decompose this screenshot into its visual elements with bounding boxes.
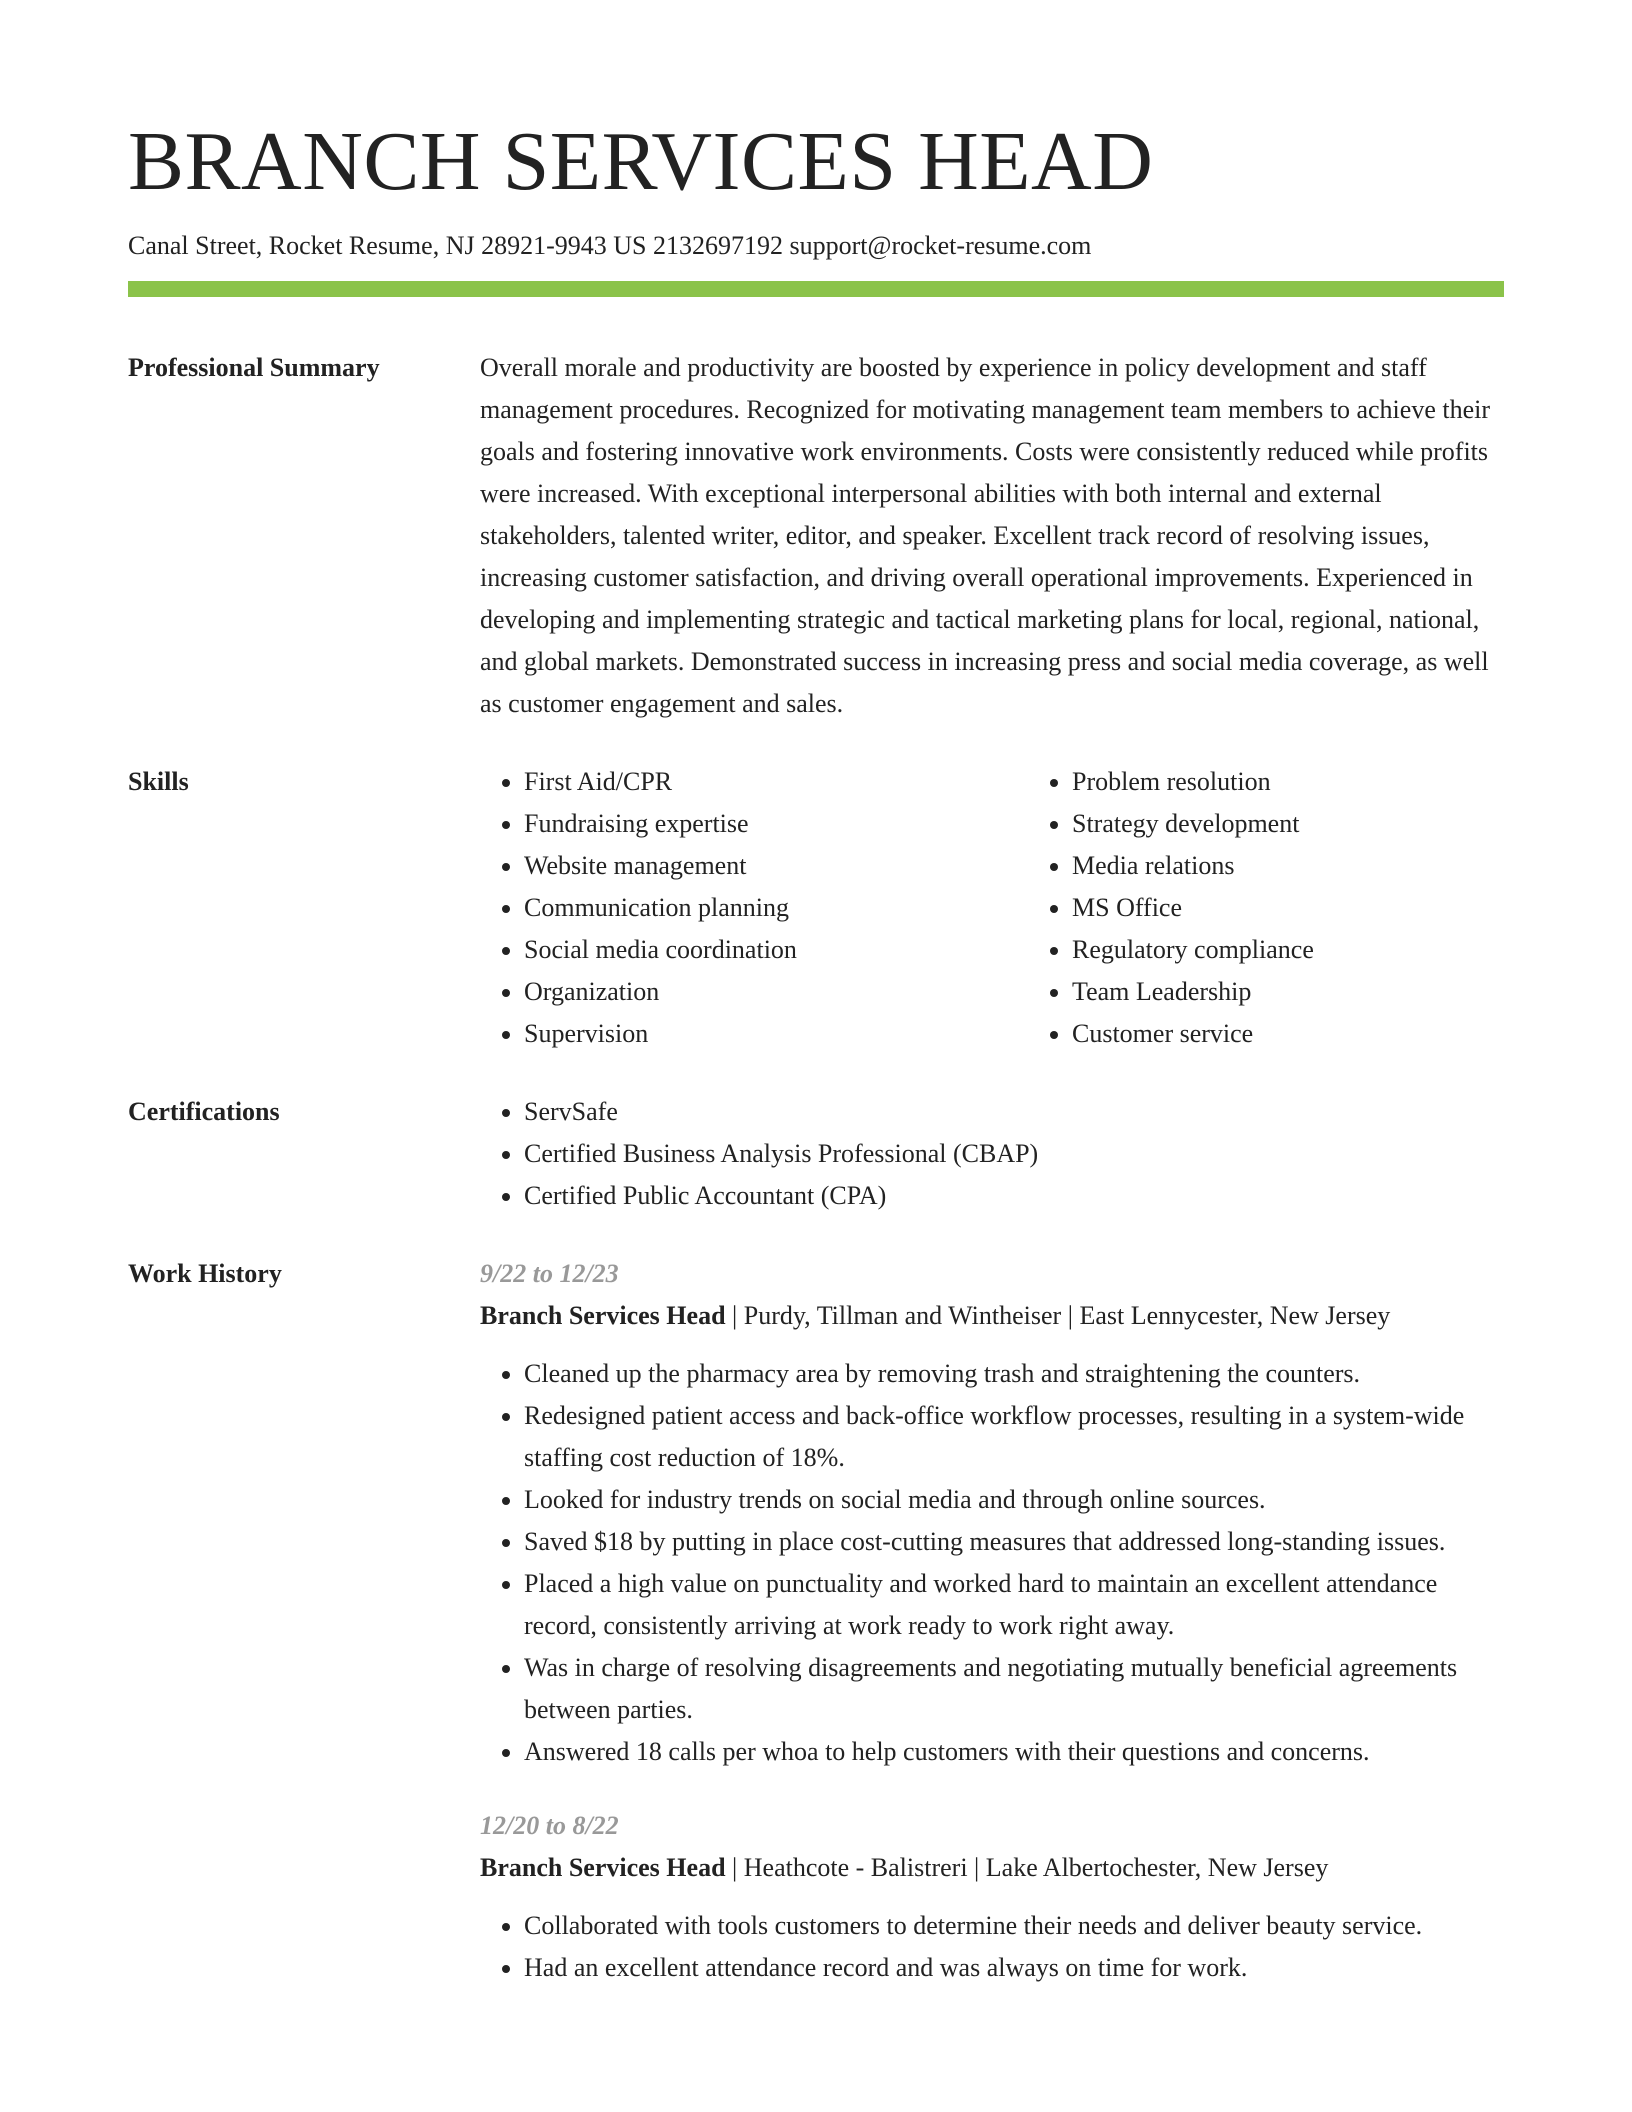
job-separator: | xyxy=(974,1853,986,1883)
contact-line xyxy=(128,230,1504,261)
job-company: Heathcote - Balistreri xyxy=(743,1853,968,1883)
job-bullet: • Saved $18 by putting in place cost-cutting measures that addressed long-standing issues. xyxy=(524,1521,1504,1563)
work-history-heading: Work History xyxy=(128,1259,282,1289)
job-title: Branch Services Head xyxy=(480,1301,726,1331)
certifications-section xyxy=(128,1091,1504,1217)
skills-section xyxy=(128,761,1504,1055)
job-title: Branch Services Head xyxy=(480,1853,726,1883)
skill-item: • Problem resolution xyxy=(1072,761,1576,803)
skill-item: • Media relations xyxy=(1072,845,1576,887)
certifications-body xyxy=(480,1091,1504,1217)
work-history-section xyxy=(128,1253,1504,1989)
contact-email: support@rocket-resume.com xyxy=(789,231,1092,260)
job-header xyxy=(480,1847,1504,1889)
job-separator: | xyxy=(732,1301,744,1331)
skill-item: • Fundraising expertise xyxy=(524,803,1028,845)
resume-page xyxy=(128,115,1504,1989)
job-bullets xyxy=(480,1353,1504,1773)
job-dates: 9/22 to 12/23 xyxy=(480,1259,619,1289)
job-dates: 12/20 to 8/22 xyxy=(480,1811,619,1841)
summary-body xyxy=(480,347,1504,725)
job-entry xyxy=(480,1253,1504,1773)
job-bullet: • Had an excellent attendance record and was always on time for work. xyxy=(524,1947,1504,1989)
skill-item: • Regulatory compliance xyxy=(1072,929,1576,971)
certification-item: • Certified Business Analysis Professional (CBAP) xyxy=(524,1133,1504,1175)
skill-item: • Team Leadership xyxy=(1072,971,1576,1013)
job-entry xyxy=(480,1805,1504,1989)
job-location: East Lennycester, New Jersey xyxy=(1079,1301,1391,1331)
skill-item: • Communication planning xyxy=(524,887,1028,929)
skill-item: • Customer service xyxy=(1072,1013,1576,1055)
header-divider xyxy=(128,281,1504,297)
certifications-list xyxy=(480,1091,1504,1217)
skill-item: • Website management xyxy=(524,845,1028,887)
job-bullet: • Cleaned up the pharmacy area by removing trash and straightening the counters. xyxy=(524,1353,1504,1395)
job-bullets xyxy=(480,1905,1504,1989)
certification-item: • ServSafe xyxy=(524,1091,1504,1133)
summary-section xyxy=(128,347,1504,725)
skills-list-right xyxy=(1028,761,1576,1055)
resume-name: BRANCH SERVICES HEAD xyxy=(128,115,1154,208)
job-bullet: • Answered 18 calls per whoa to help customers with their questions and concerns. xyxy=(524,1731,1504,1773)
job-bullet: • Placed a high value on punctuality and worked hard to maintain an excellent attendance record, consistently arriving at work ready to work right away. xyxy=(524,1563,1504,1647)
contact-phone: 2132697192 xyxy=(653,231,783,260)
skills-list-left xyxy=(480,761,1028,1055)
job-separator: | xyxy=(732,1853,744,1883)
skill-item: • Strategy development xyxy=(1072,803,1576,845)
skill-item: • Supervision xyxy=(524,1013,1028,1055)
skill-item: • Organization xyxy=(524,971,1028,1013)
skills-heading: Skills xyxy=(128,767,189,797)
skills-body xyxy=(480,761,1576,1055)
job-bullet: • Looked for industry trends on social media and through online sources. xyxy=(524,1479,1504,1521)
job-bullet: • Was in charge of resolving disagreements and negotiating mutually beneficial agreements between parties. xyxy=(524,1647,1504,1731)
summary-heading: Professional Summary xyxy=(128,353,380,383)
work-history-body xyxy=(480,1253,1504,1989)
certification-item: • Certified Public Accountant (CPA) xyxy=(524,1175,1504,1217)
skill-item: • First Aid/CPR xyxy=(524,761,1028,803)
summary-text: Overall morale and productivity are boosted by experience in policy development and staff management procedures. Recognized for motivating management team members to achieve their goals and fostering innovative work environments. Costs were consistently reduced while profits were increased. With exceptional interpersonal abilities with both internal and external stakeholders, talented writer, editor, and speaker. Excellent track record of resolving issues, increasing customer satisfaction, and driving overall operational improvements. Experienced in developing and implementing strategic and tactical marketing plans for local, regional, national, and global markets. Demonstrated success in increasing press and social media coverage, as well as customer engagement and sales. xyxy=(480,353,1491,719)
certifications-heading: Certifications xyxy=(128,1097,280,1127)
skill-item: • Social media coordination xyxy=(524,929,1028,971)
job-location: Lake Albertochester, New Jersey xyxy=(985,1853,1329,1883)
job-bullet: • Redesigned patient access and back-office workflow processes, resulting in a system-wide staffing cost reduction of 18%. xyxy=(524,1395,1504,1479)
job-header xyxy=(480,1295,1504,1337)
job-separator: | xyxy=(1067,1301,1080,1331)
job-bullet: • Collaborated with tools customers to determine their needs and deliver beauty service. xyxy=(524,1905,1504,1947)
job-company: Purdy, Tillman and Wintheiser xyxy=(743,1301,1062,1331)
skills-grid xyxy=(480,761,1576,1055)
contact-address: Canal Street, Rocket Resume, NJ 28921-9943 US xyxy=(128,231,647,260)
skill-item: • MS Office xyxy=(1072,887,1576,929)
